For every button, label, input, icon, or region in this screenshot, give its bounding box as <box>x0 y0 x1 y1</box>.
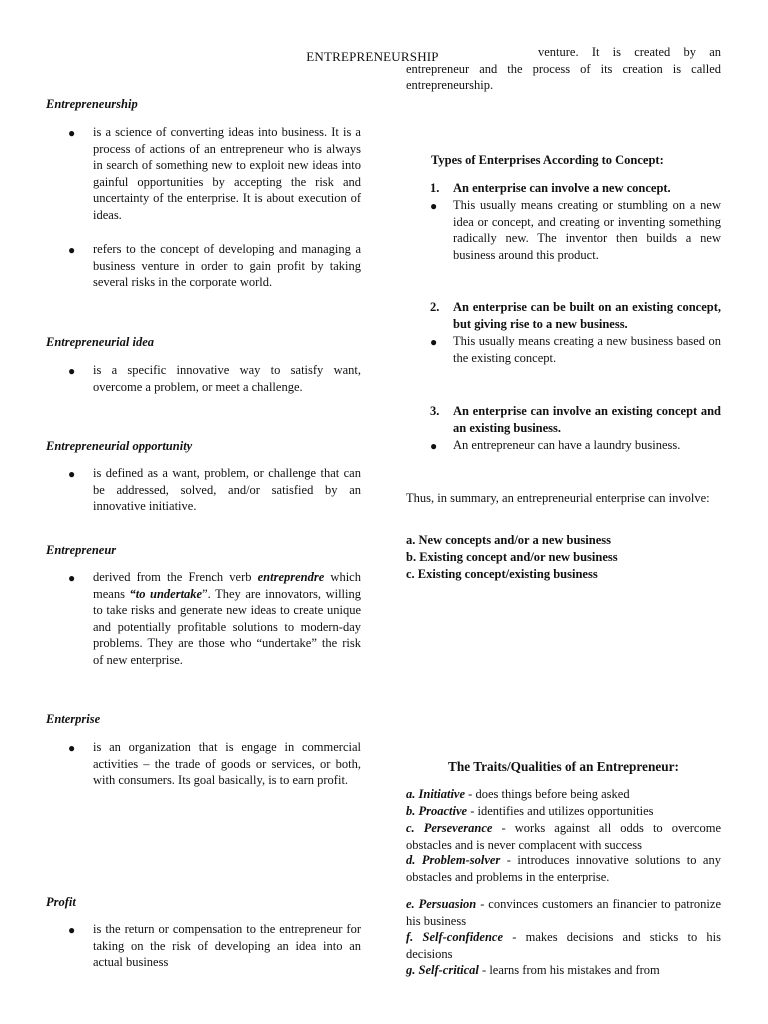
type-title: An enterprise can be built on an existing concept, but giving rise to a new business. <box>453 300 721 331</box>
trait-desc: - identifies and utilizes opportunities <box>467 804 654 818</box>
bullet-icon: ● <box>68 923 76 937</box>
french-verb: entreprendre <box>257 570 325 584</box>
idea-definition: is a specific innovative way to satisfy want, overcome a problem, or meet a challenge. <box>93 363 361 394</box>
trait-item <box>406 820 721 853</box>
trait-item <box>406 786 721 803</box>
bullet-icon: ● <box>68 467 76 481</box>
summary-text: Thus, in summary, an entrepreneurial enterprise can involve: <box>406 491 710 505</box>
entrepreneur-text-1: derived from the French verb <box>93 570 258 584</box>
bullet-icon: ● <box>68 364 76 378</box>
heading-profit: Profit <box>46 895 76 909</box>
bullet-icon: ● <box>68 243 76 257</box>
bullet-icon: ● <box>68 571 76 585</box>
opportunity-definition: is defined as a want, problem, or challenge that can be addressed, solved, and/or satisfied by an innovative initiative. <box>93 466 361 514</box>
verb-meaning: “to undertake <box>129 586 203 601</box>
heading-entrepreneurial-opportunity: Entrepreneurial opportunity <box>46 439 193 453</box>
profit-definition: is the return or compensation to the entrepreneur for taking on the risk of developing an idea into an actual business <box>93 922 361 970</box>
summary-item: b. Existing concept and/or new business <box>406 550 618 564</box>
types-heading: Types of Enterprises According to Concept: <box>431 153 664 167</box>
trait-item <box>406 929 721 962</box>
type-number: 1. <box>430 181 440 195</box>
entrepreneur-text-3: ”. They are innovators, willing to take risks and generate new ideas to create unique and potentially profitable solutions to modern-day problems. They are those who “undertake” the risk of new enterprise. <box>93 586 361 667</box>
trait-name: f. Self-confidence <box>406 930 504 944</box>
enterprise-definition: is an organization that is engage in commercial activities – the trade of goods or services, or both, with consumers. Its goal basically, is to earn profit. <box>93 740 361 788</box>
trait-name: d. Problem-solver <box>406 853 501 867</box>
trait-name: c. Perseverance <box>406 821 493 835</box>
trait-name: b. Proactive <box>406 804 468 818</box>
type-description: An entrepreneur can have a laundry business. <box>453 438 681 452</box>
type-number: 3. <box>430 404 440 418</box>
trait-desc: - makes decisions and sticks to his decisions <box>406 930 721 961</box>
continuation-text: venture. It is created by an entrepreneur and the process of its creation is called entrepreneurship. <box>406 45 721 93</box>
type-description: This usually means creating a new business based on the existing concept. <box>453 334 721 365</box>
page-title: ENTREPRENEURSHIP <box>306 49 439 64</box>
summary-item: c. Existing concept/existing business <box>406 567 598 581</box>
entrepreneurship-definition-1: is a science of converting ideas into business. It is a process of actions of an entrepreneur who is always in search of something new to exploit new ideas into gainful opportunities by accepting the risk and uncertainty of the enterprise. It is about execution of ideas. <box>93 125 361 222</box>
entrepreneur-text-2: which means <box>93 570 361 601</box>
type-title: An enterprise can involve a new concept. <box>453 181 671 195</box>
trait-desc: - learns from his mistakes and from <box>478 963 660 977</box>
type-number: 2. <box>430 300 440 314</box>
bullet-icon: ● <box>68 741 76 755</box>
heading-entrepreneurship: Entrepreneurship <box>46 97 138 111</box>
type-title: An enterprise can involve an existing concept and an existing business. <box>453 404 721 435</box>
trait-item <box>406 962 721 979</box>
entrepreneurship-definition-2: refers to the concept of developing and managing a business venture in order to gain profit by taking several risks in the corporate world. <box>93 242 361 290</box>
summary-item: a. New concepts and/or a new business <box>406 533 611 547</box>
heading-entrepreneurial-idea: Entrepreneurial idea <box>46 335 154 349</box>
trait-desc: - does things before being asked <box>468 787 630 801</box>
traits-heading: The Traits/Qualities of an Entrepreneur: <box>448 759 679 774</box>
trait-desc: - works against all odds to overcome obstacles and is never complacent with success <box>406 821 721 852</box>
bullet-icon: ● <box>430 335 438 349</box>
trait-name: e. Persuasion <box>406 897 477 911</box>
heading-entrepreneur: Entrepreneur <box>46 543 117 557</box>
trait-item <box>406 803 721 820</box>
trait-desc: - convinces customers an financier to patronize his business <box>406 897 721 928</box>
trait-item <box>406 852 721 885</box>
trait-desc: - introduces innovative solutions to any obstacles and problems in the enterprise. <box>406 853 721 884</box>
bullet-icon: ● <box>68 126 76 140</box>
type-description: This usually means creating or stumbling on a new idea or concept, and creating or inventing something radically new. The inventor then builds a new business around this product. <box>453 198 721 262</box>
bullet-icon: ● <box>430 199 438 213</box>
heading-enterprise: Enterprise <box>46 712 101 726</box>
trait-item <box>406 896 721 929</box>
trait-name: g. Self-critical <box>406 963 479 977</box>
entrepreneur-definition <box>93 569 361 669</box>
trait-name: a. Initiative <box>406 787 469 801</box>
bullet-icon: ● <box>430 439 438 453</box>
